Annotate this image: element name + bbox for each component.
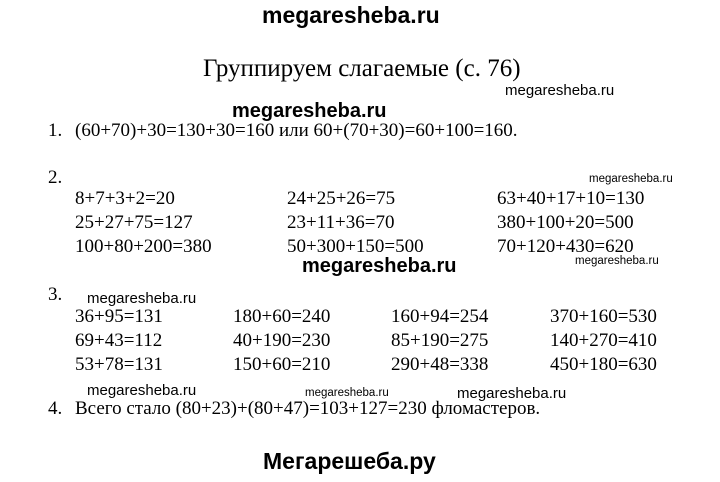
task3-number: 3. xyxy=(48,284,63,305)
task2-number: 2. xyxy=(48,167,63,188)
task3-row1-col3: 160+94=254 xyxy=(391,306,489,327)
task2-row2-col1: 25+27+75=127 xyxy=(75,212,193,233)
footer-site-name: Мегарешеба.ру xyxy=(263,448,436,474)
task3-row2-col1: 69+43=112 xyxy=(75,330,163,351)
task2-row1-col2: 24+25+26=75 xyxy=(287,188,396,209)
task3-row2-col4: 140+270=410 xyxy=(550,330,657,351)
task3-row1-col4: 370+160=530 xyxy=(550,306,657,327)
task3-row3-col2: 150+60=210 xyxy=(233,354,331,375)
task2-row2-col3: 380+100+20=500 xyxy=(497,212,634,233)
task3-row2-col3: 85+190=275 xyxy=(391,330,489,351)
task2-row2-col2: 23+11+36=70 xyxy=(287,212,395,233)
watermark-left-task4: megaresheba.ru xyxy=(87,382,197,399)
watermark-right-task4: megaresheba.ru xyxy=(457,385,567,402)
task3-row1-col1: 36+95=131 xyxy=(75,306,163,327)
watermark-right-task2b: megaresheba.ru xyxy=(575,255,659,267)
task1-number: 1. xyxy=(48,120,63,141)
watermark-above-task1: megaresheba.ru xyxy=(232,100,387,122)
watermark-right-task2: megaresheba.ru xyxy=(589,173,673,185)
task4-text: Всего стало (80+23)+(80+47)=103+127=230 фломастеров. xyxy=(75,398,541,419)
watermark-title-right: megaresheba.ru xyxy=(505,82,615,99)
watermark-mid: megaresheba.ru xyxy=(302,255,457,277)
task2-row1-col3: 63+40+17+10=130 xyxy=(497,188,645,209)
task2-row3-col1: 100+80+200=380 xyxy=(75,236,212,257)
watermark-top: megaresheba.ru xyxy=(262,2,440,28)
watermark-left-task3: megaresheba.ru xyxy=(87,290,197,307)
task4-number: 4. xyxy=(48,398,63,419)
watermark-center-task4: megaresheba.ru xyxy=(305,387,389,399)
task2-row1-col1: 8+7+3+2=20 xyxy=(75,188,175,209)
task2-row3-col3: 70+120+430=620 xyxy=(497,236,634,257)
task3-row3-col1: 53+78=131 xyxy=(75,354,163,375)
task3-row3-col4: 450+180=630 xyxy=(550,354,657,375)
task3-row1-col2: 180+60=240 xyxy=(233,306,331,327)
task3-row2-col2: 40+190=230 xyxy=(233,330,331,351)
task3-row3-col3: 290+48=338 xyxy=(391,354,489,375)
page-title: Группируем слагаемые (с. 76) xyxy=(203,55,521,82)
task2-row3-col2: 50+300+150=500 xyxy=(287,236,424,257)
task1-text: (60+70)+30=130+30=160 или 60+(70+30)=60+100=160. xyxy=(75,120,518,141)
